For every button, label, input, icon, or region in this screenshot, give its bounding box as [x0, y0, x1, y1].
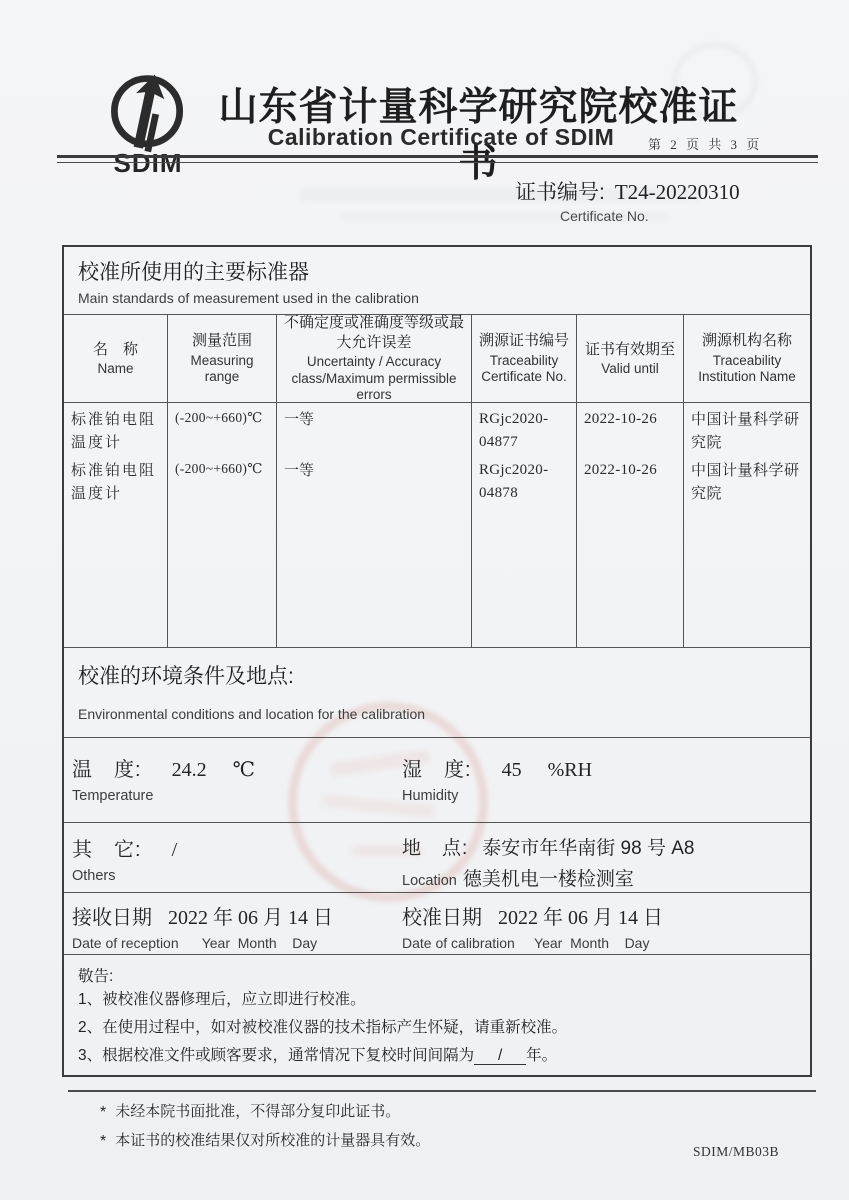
temperature-sublabel: Temperature	[72, 788, 154, 804]
asterisk: *	[100, 1133, 107, 1150]
table-column-cert-no	[472, 403, 577, 647]
table-column-name	[64, 403, 168, 647]
col-header-name: 名 称 Name	[64, 315, 168, 403]
table-cell: (-200~+660)℃	[175, 461, 263, 476]
col-header-measuring-range: 测量范围 Measuring range	[168, 315, 277, 403]
location-block	[402, 833, 810, 892]
header-divider	[57, 155, 818, 163]
table-cell: 中国计量科学研究院	[691, 462, 800, 503]
others-value: /	[171, 839, 178, 861]
location-sublabel: Location	[402, 873, 457, 889]
others-label: 其 它:	[72, 839, 142, 861]
footer-note-1: * 未经本院书面批准，不得部分复印此证书。	[100, 1101, 430, 1125]
footer-note-2: * 本证书的校准结果仅对所校准的计量器具有效。	[100, 1130, 430, 1154]
table-cell: 一等	[284, 411, 315, 428]
recalibration-interval-blank: /	[474, 1047, 526, 1065]
table-cell: 中国计量科学研究院	[691, 411, 800, 452]
col-header-valid-until: 证书有效期至 Valid until	[577, 315, 684, 403]
table-cell: 标准铂电阻温度计	[71, 462, 157, 503]
humidity-sublabel: Humidity	[402, 788, 459, 804]
certificate-number-sublabel: Certificate No.	[560, 208, 649, 224]
certificate-title-cn: 山东省计量科学研究院校准证书	[218, 86, 739, 185]
environment-title-en: Environmental conditions and location for the calibration	[78, 706, 426, 722]
dates-row	[64, 892, 810, 954]
humidity-label: 湿 度:	[402, 759, 472, 781]
others-sublabel: Others	[72, 868, 116, 884]
col-header-traceability-cert: 溯源证书编号 Traceability Certificate No.	[472, 315, 577, 403]
reception-date-label: 接收日期	[72, 907, 152, 929]
certificate-body	[62, 245, 812, 1077]
temperature-humidity-row	[64, 737, 810, 822]
asterisk: *	[100, 1104, 107, 1121]
calibration-date-sublabel: Date of calibration Year Month Day	[402, 935, 650, 951]
certificate-number-label: 证书编号:	[515, 181, 605, 204]
reception-date-block	[64, 901, 402, 954]
humidity-unit: %RH	[547, 759, 593, 781]
notice-item-3: 3、根据校准文件或顾客要求，通常情况下复校时间间隔为 / 年。	[78, 1046, 558, 1064]
reception-date-sublabel: Date of reception Year Month Day	[72, 935, 318, 951]
table-cell: RGjc2020-04877	[479, 411, 549, 451]
others-location-row	[64, 822, 810, 892]
col-header-traceability-institution: 溯源机构名称 Traceability Institution Name	[684, 315, 810, 403]
table-cell: 标准铂电阻温度计	[71, 411, 157, 452]
standards-section-header	[64, 247, 810, 314]
location-value: 泰安市年华南街 98 号 A8	[482, 838, 695, 859]
temperature-label: 温 度:	[72, 759, 142, 781]
sdim-logo-text: SDIM	[113, 148, 183, 178]
standards-table	[64, 314, 810, 647]
temperature-unit: ℃	[232, 759, 255, 781]
location-value-line2: 德美机电一楼检测室	[462, 869, 634, 890]
notice-section	[64, 954, 810, 1075]
page-number: 第 2 页 共 3 页	[648, 137, 763, 152]
table-cell: RGjc2020-04878	[479, 462, 549, 502]
notice-item-1: 1、被校准仪器修理后，应立即进行校准。	[78, 991, 366, 1008]
col-header-uncertainty: 不确定度或准确度等级或最大允许误差 Uncertainty / Accuracy class/Maximum permissible errors	[277, 315, 472, 403]
table-cell: (-200~+660)℃	[175, 410, 263, 425]
form-number: SDIM/MB03B	[692, 1144, 779, 1159]
reception-date-value: 2022 年 06 月 14 日	[168, 907, 333, 929]
table-column-accuracy	[277, 403, 472, 647]
certificate-number-value: T24-20220310	[614, 180, 740, 204]
footer-notes	[100, 1101, 430, 1159]
notice-title: 敬告:	[78, 968, 114, 985]
certificate-number	[515, 176, 740, 206]
standards-title-cn: 校准所使用的主要标准器	[78, 261, 309, 284]
location-label: 地 点:	[402, 838, 469, 859]
calibration-date-label: 校准日期	[402, 907, 482, 929]
temperature-value: 24.2	[171, 759, 207, 781]
table-column-institution	[684, 403, 810, 647]
table-column-range	[168, 403, 277, 647]
environment-section-header	[64, 647, 810, 737]
standards-title-en: Main standards of measurement used in the calibration	[78, 290, 419, 306]
table-cell: 2022-10-26	[584, 411, 657, 427]
humidity-value: 45	[501, 759, 522, 781]
certificate-title-en: Calibration Certificate of SDIM	[267, 124, 615, 150]
notice-item-2: 2、在使用过程中，如对被校准仪器的技术指标产生怀疑，请重新校准。	[78, 1018, 568, 1036]
footer-divider	[68, 1090, 816, 1092]
calibration-date-value: 2022 年 06 月 14 日	[498, 907, 663, 929]
environment-title-cn: 校准的环境条件及地点:	[78, 665, 294, 688]
humidity-block	[402, 753, 810, 822]
temperature-block	[64, 753, 402, 822]
table-column-valid-until	[577, 403, 684, 647]
others-block	[64, 833, 402, 892]
calibration-date-block	[402, 901, 810, 954]
table-cell: 一等	[284, 462, 315, 479]
table-cell: 2022-10-26	[584, 462, 657, 478]
